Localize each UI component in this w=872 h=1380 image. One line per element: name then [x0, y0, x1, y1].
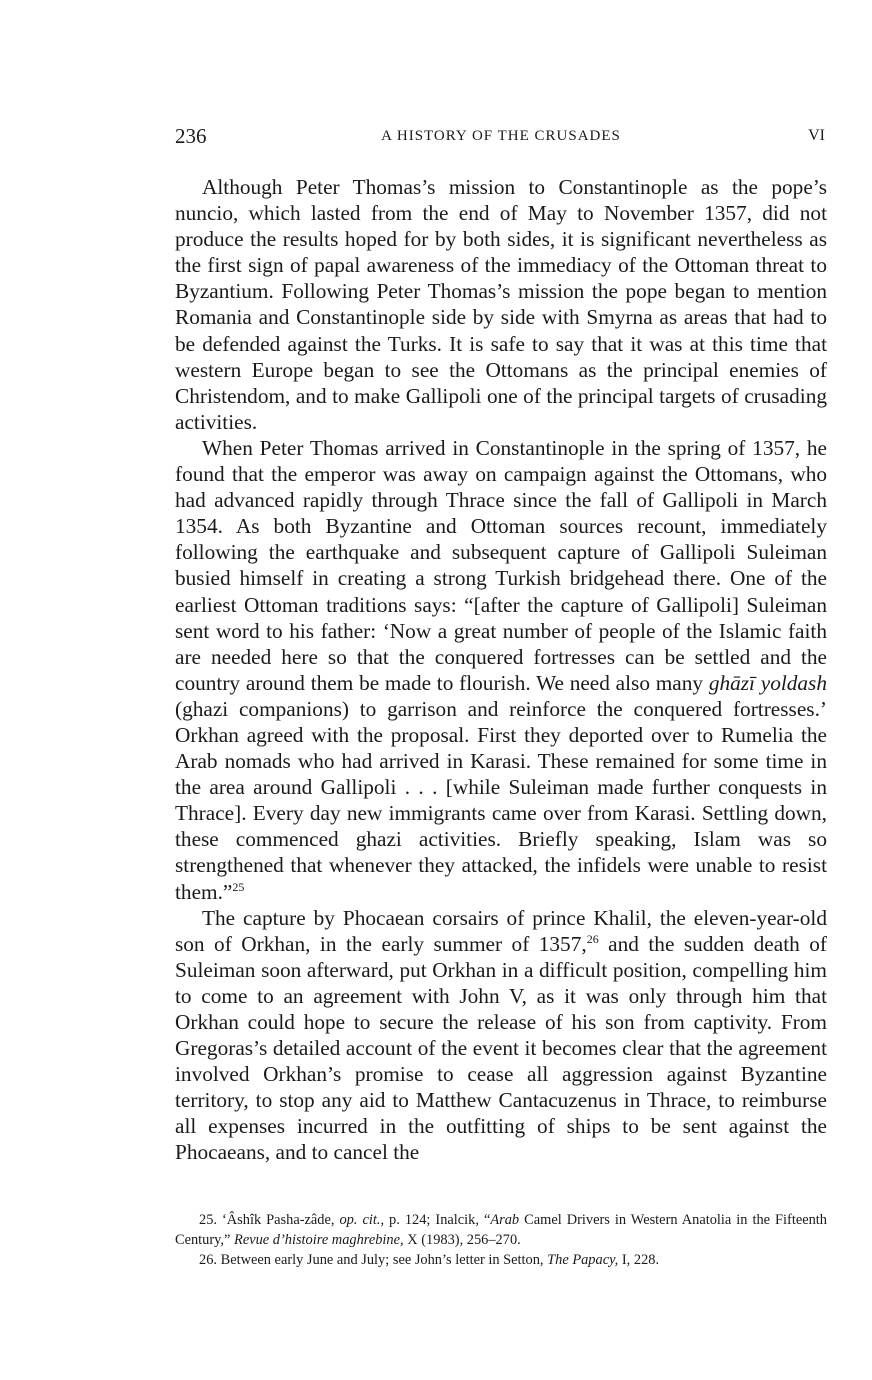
- footnote-book: The Papacy,: [547, 1252, 619, 1268]
- footnote-number: 25.: [199, 1212, 217, 1228]
- footnotes: [175, 1210, 827, 1270]
- footnote-end: X (1983), 256–270.: [407, 1232, 521, 1248]
- footnote-number: 26.: [199, 1252, 217, 1268]
- italic-term: ghāzī yoldash: [708, 670, 827, 695]
- paragraph-1: [175, 174, 827, 435]
- paragraph-3: [175, 905, 827, 1166]
- footnote-text: Between early June and July; see John’s letter in Setton,: [220, 1252, 544, 1268]
- paragraph-1-text: Although Peter Thomas’s mission to Constantinople as the pope’s nuncio, which lasted from the end of May to November 1357, did not produce the results hoped for by both sides, it is significant nevertheless as the first sign of papal awareness of the immediacy of the Ottoman threat to Byzantium. Following Peter Thomas’s mission the pope began to mention Romania and Constantinople side by side with Smyrna as areas that had to be defended against the Turks. It is safe to say that it was at this time that western Europe began to see the Ottomans as the principal enemies of Christendom, and to make Gallipoli one of the principal targets of crusading activities.: [175, 175, 827, 434]
- footnote-op-cit: op. cit.,: [339, 1212, 385, 1228]
- footnote-journal: Revue d’histoire maghrebine,: [234, 1232, 404, 1248]
- footnote-25: [175, 1210, 827, 1250]
- body-text: [175, 174, 827, 1166]
- page-number: 236: [175, 124, 207, 148]
- paragraph-3-text-a: The capture by Phocaean corsairs of prince Khalil, the eleven-year-old son of Orkhan, in the early summer of 1357,: [175, 905, 827, 956]
- paragraph-2: [175, 435, 827, 905]
- footnote-mid: p. 124; Inalcik, “: [389, 1212, 491, 1228]
- running-header: [175, 124, 827, 154]
- part-number: VI: [808, 127, 825, 144]
- paragraph-3-text-b: and the sudden death of Suleiman soon afterward, put Orkhan in a difficult position, compelling him to come to an agreement with John V, as it was only through him that Orkhan could hope to secure the release of his son from captivity. From Gregoras’s detailed account of the event it becomes clear that the agreement involved Orkhan’s promise to cease all aggression against Byzantine territory, to stop any aid to Matthew Cantacuzenus in Thrace, to reimburse all expenses incurred in the outfitting of ships to be sent against the Phocaeans, and to cancel the: [175, 931, 827, 1165]
- footnote-ref-26: 26: [586, 931, 599, 946]
- footnote-26: [175, 1250, 827, 1270]
- footnote-end: I, 228.: [621, 1252, 660, 1268]
- footnote-author: ‘Âshîk Pasha-zâde,: [222, 1212, 335, 1228]
- footnote-title: Camel Drivers in Western Anatolia in the Fifteenth Century,”: [175, 1212, 827, 1248]
- footnote-arab: Arab: [490, 1212, 520, 1228]
- footnote-ref-25: 25: [232, 879, 245, 894]
- running-title: A HISTORY OF THE CRUSADES: [381, 128, 621, 144]
- paragraph-2-text-a: When Peter Thomas arrived in Constantinople in the spring of 1357, he found that the emperor was away on campaign against the Ottomans, who had advanced rapidly through Thrace since the fall of Gallipoli in March 1354. As both Byzantine and Ottoman sources recount, immediately following the earthquake and subsequent capture of Gallipoli Suleiman busied himself in creating a strong Turkish bridgehead there. One of the earliest Ottoman traditions says: “[after the capture of Gallipoli] Suleiman sent word to his father: ‘Now a great number of people of the Islamic faith are needed here so that the conquered fortresses can be settled and the country around them be made to flourish. We need also many: [175, 435, 827, 695]
- paragraph-2-text-b: (ghazi companions) to garrison and reinforce the conquered fortresses.’ Orkhan agreed with the proposal. First they deported over to Rumelia the Arab nomads who had arrived in Karasi. These remained for some time in the area around Gallipoli . . . [while Suleiman made further conquests in Thrace]. Every day new immigrants came over from Karasi. Settling down, these commenced ghazi activities. Briefly speaking, Islam was so strengthened that whenever they attacked, the infidels were unable to resist them.”: [175, 696, 827, 904]
